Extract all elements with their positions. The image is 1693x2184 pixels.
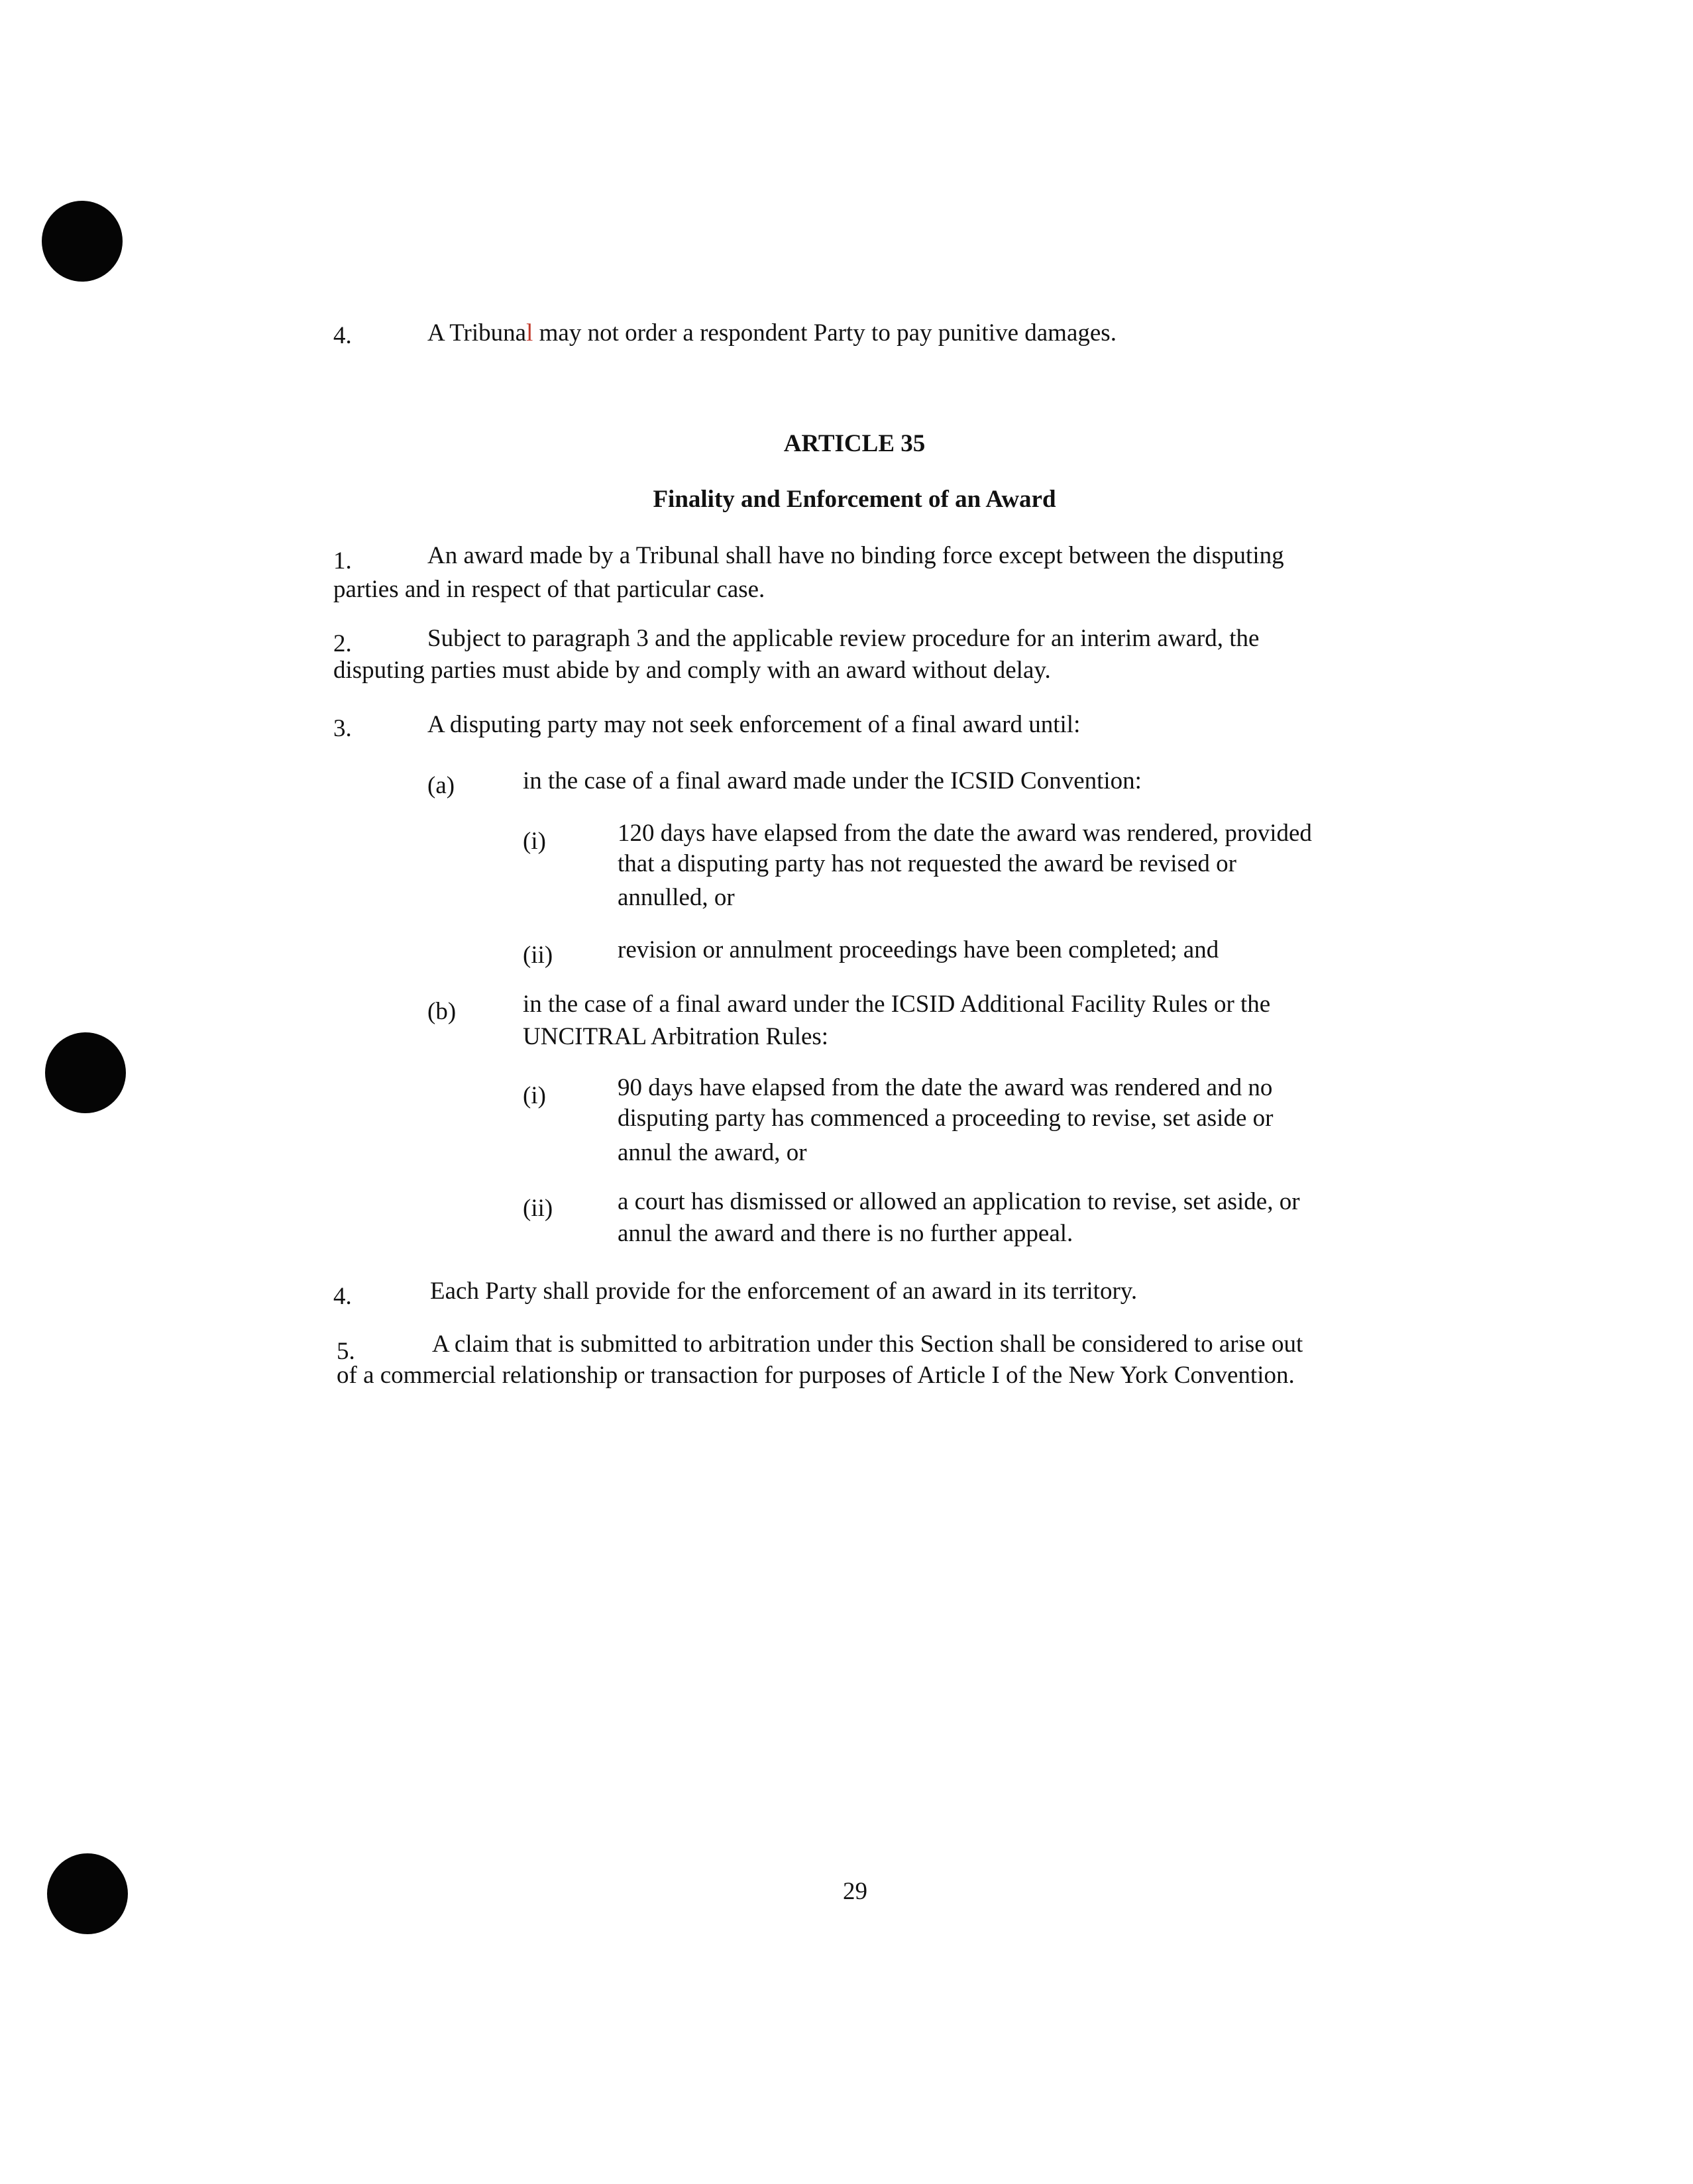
paragraph-text-red-mark: l — [526, 319, 533, 347]
paragraph-number: 2. — [333, 630, 352, 657]
paragraph-line: A claim that is submitted to arbitration under this Section shall be considered to arise out — [432, 1331, 1303, 1358]
punch-hole-top — [42, 201, 123, 282]
subparagraph-label: (b) — [427, 998, 457, 1025]
paragraph-line: of a commercial relationship or transaction for purposes of Article I of the New York Convention. — [337, 1362, 1295, 1389]
punch-hole-bottom — [47, 1853, 128, 1934]
paragraph-line: Each Party shall provide for the enforcement of an award in its territory. — [430, 1278, 1138, 1305]
clause-line: revision or annulment proceedings have been completed; and — [618, 936, 1219, 963]
paragraph-number: 5. — [337, 1338, 355, 1365]
paragraph-line: A disputing party may not seek enforcement of a final award until: — [427, 711, 1081, 738]
paragraph-text — [427, 317, 1117, 349]
paragraph-text-part: A Tribuna — [427, 319, 527, 347]
punch-hole-middle — [45, 1032, 126, 1113]
subparagraph-line: in the case of a final award made under the ICSID Convention: — [523, 767, 1142, 794]
clause-label: (i) — [523, 828, 546, 855]
article-heading: ARTICLE 35 — [783, 430, 926, 457]
subparagraph-line: in the case of a final award under the ICSID Additional Facility Rules or the — [523, 991, 1271, 1018]
page-number: 29 — [843, 1878, 867, 1905]
clause-label: (i) — [523, 1082, 546, 1109]
paragraph-line: Subject to paragraph 3 and the applicable review procedure for an interim award, the — [427, 625, 1260, 652]
paragraph-line: An award made by a Tribunal shall have no binding force except between the disputing — [427, 542, 1284, 569]
paragraph-number: 4. — [333, 1283, 352, 1310]
clause-line: annul the award and there is no further appeal. — [618, 1220, 1073, 1247]
subparagraph-label: (a) — [427, 772, 455, 799]
clause-line: 90 days have elapsed from the date the award was rendered and no — [618, 1074, 1273, 1101]
paragraph-text-part: may not order a respondent Party to pay punitive damages. — [533, 319, 1117, 347]
clause-line: disputing party has commenced a proceeding to revise, set aside or — [618, 1105, 1274, 1132]
paragraph-number: 1. — [333, 547, 352, 574]
clause-line: annulled, or — [618, 884, 735, 911]
clause-line: that a disputing party has not requested the award be revised or — [618, 850, 1236, 877]
clause-line: annul the award, or — [618, 1139, 807, 1166]
paragraph-number: 4. — [333, 322, 352, 349]
clause-label: (ii) — [523, 942, 553, 969]
paragraph-line: parties and in respect of that particular case. — [333, 576, 765, 603]
clause-line: 120 days have elapsed from the date the award was rendered, provided — [618, 820, 1312, 847]
article-subheading: Finality and Enforcement of an Award — [653, 486, 1056, 513]
paragraph-number: 3. — [333, 715, 352, 742]
clause-label: (ii) — [523, 1195, 553, 1222]
clause-line: a court has dismissed or allowed an application to revise, set aside, or — [618, 1188, 1300, 1215]
subparagraph-line: UNCITRAL Arbitration Rules: — [523, 1023, 829, 1050]
paragraph-line: disputing parties must abide by and comply with an award without delay. — [333, 657, 1051, 684]
